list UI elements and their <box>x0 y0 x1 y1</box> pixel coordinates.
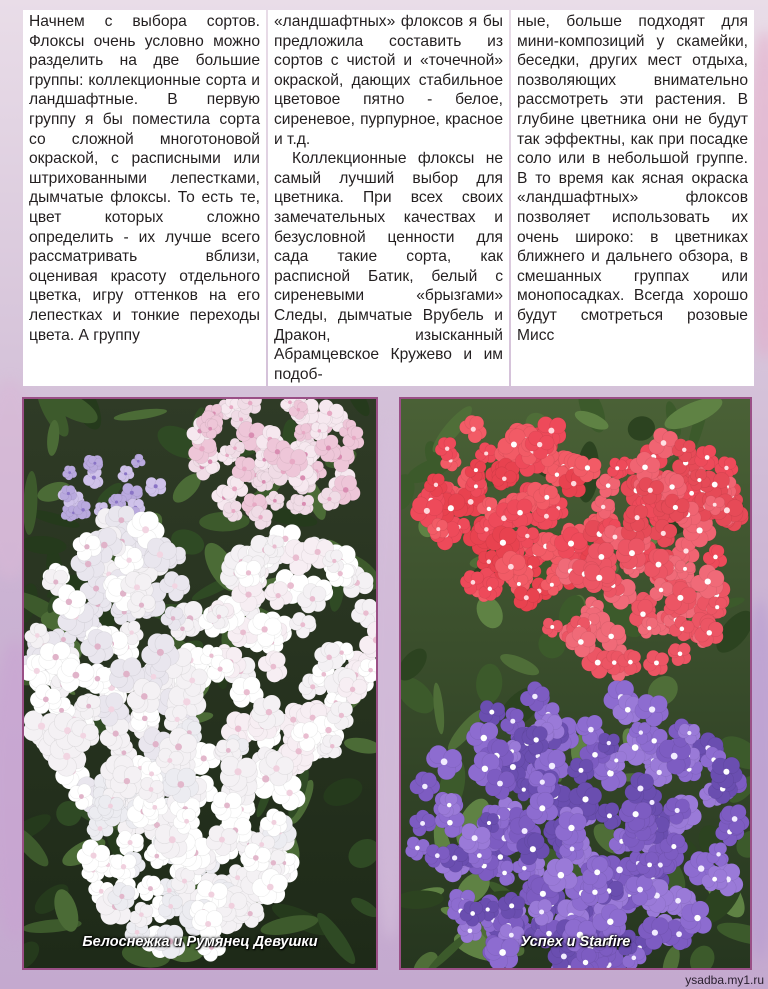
text-column-1 <box>23 10 266 386</box>
text-column-2 <box>268 10 509 386</box>
text-column-3 <box>511 10 754 386</box>
column-2-paragraph-1: «ландшафтных» флоксов я бы предложила составить из сортов с чистой и «точечной» окраской, дающих стабильное цветовое пятно - белое, сиреневое, пурпурное, красное и т.д. <box>274 13 503 148</box>
photo-caption-right: Успех и Starfire <box>520 934 631 950</box>
column-2-paragraph-2: Коллекционные флоксы не самый лучший выбор для цветника. При всех своих замечательных качествах и безусловной ценности для сада такие сорта, как расписной Батик, белый с сиреневыми «брызгами» Следы, дымчатые Врубель и Дракон, изысканный Абрамцевское Кружево и им подоб- <box>274 150 503 383</box>
column-3-paragraph: ные, больше подходят для мини-композиций у скамейки, беседки, других мест отдыха, позволяющих внимательно рассмотреть эти растения. В глубине цветника они не будут так эффектны, как при посадке соло или в небольшой группе. В то время как ясная окраска «ландшафтных» флоксов позволяет использовать их очень широко: в цветниках ближнего и дальнего обзора, в смешанных группах или монопосадках. Всегда хорошо будут смотреться розовые Мисс <box>517 13 748 344</box>
site-watermark: ysadba.my1.ru <box>685 973 764 987</box>
white-phlox-illustration <box>24 399 376 968</box>
red-violet-phlox-illustration <box>401 399 750 968</box>
photo-white-phlox <box>22 397 378 970</box>
photo-red-violet-phlox <box>399 397 752 970</box>
photo-caption-left: Белоснежка и Румянец Девушки <box>82 934 318 950</box>
column-1-paragraph: Начнем с выбора сортов. Флоксы очень условно можно разделить на две большие группы: коллекционные сорта и ландшафтные. В первую группу я бы поместила сорта со сложной многотоновой окраской, с расписными или штрихованными лепестками, дымчатые флоксы. То есть те, цвет которых сложно определить - их лучше всего рассматривать вблизи, оценивая красоту отдельного цветка, игру оттенков на его лепестках и тонкие переходы цвета. А группу <box>29 13 260 344</box>
